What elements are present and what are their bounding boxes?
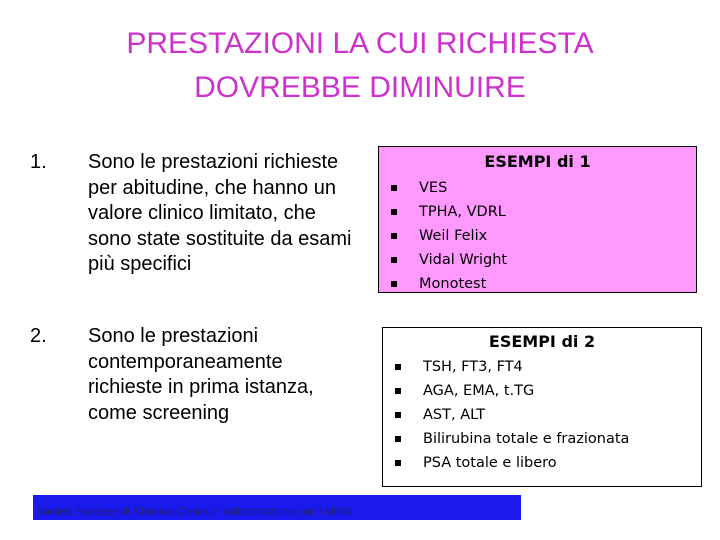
list-item — [395, 379, 629, 403]
list-item-text: Monotest — [419, 276, 487, 292]
square-bullet-icon — [391, 257, 397, 263]
examples-1-box — [378, 146, 697, 293]
point-1 — [30, 150, 360, 278]
examples-1-list — [391, 176, 507, 296]
list-item — [391, 224, 507, 248]
square-bullet-icon — [395, 364, 401, 370]
list-item-text: Bilirubina totale e frazionata — [423, 431, 630, 447]
list-item-text: TSH, FT3, FT4 — [423, 359, 523, 375]
slide-title — [60, 22, 660, 110]
list-item — [391, 272, 507, 296]
square-bullet-icon — [391, 281, 397, 287]
list-item-text: Weil Felix — [419, 228, 488, 244]
square-bullet-icon — [395, 460, 401, 466]
list-item-text: AST, ALT — [423, 407, 486, 423]
list-item-text: Vidal Wright — [419, 252, 508, 268]
point-1-text: Sono le prestazioni richieste per abitudine, che hanno un valore clinico limitato, che sono state sostituite da esami più specifici — [88, 151, 352, 275]
title-line-1: PRESTAZIONI LA CUI RICHIESTA — [126, 27, 594, 60]
square-bullet-icon — [391, 185, 397, 191]
square-bullet-icon — [395, 436, 401, 442]
square-bullet-icon — [395, 412, 401, 418]
square-bullet-icon — [391, 233, 397, 239]
list-item — [391, 248, 507, 272]
list-item — [395, 355, 629, 379]
list-item-text: AGA, EMA, t.TG — [423, 383, 535, 399]
list-item — [391, 176, 507, 200]
examples-1-title: ESEMPI di 1 — [484, 152, 591, 171]
list-item — [395, 427, 629, 451]
square-bullet-icon — [391, 209, 397, 215]
square-bullet-icon — [395, 388, 401, 394]
footer-banner: Società Svedese di Chimica Clinica in collaborazione con I MMG — [33, 495, 521, 520]
examples-2-box — [382, 327, 702, 487]
list-item — [391, 200, 507, 224]
list-item — [395, 451, 629, 475]
examples-2-title: ESEMPI di 2 — [488, 332, 596, 351]
point-2-text: Sono le prestazioni contemporaneamente richieste in prima istanza, come screening — [88, 325, 314, 424]
examples-2-list — [395, 355, 629, 475]
list-item — [395, 403, 629, 427]
point-2-number: 2. — [30, 325, 47, 347]
list-item-text: TPHA, VDRL — [419, 204, 506, 220]
list-item-text: VES — [419, 180, 448, 196]
point-1-number: 1. — [30, 151, 47, 173]
point-2 — [30, 324, 360, 426]
title-line-2: DOVREBBE DIMINUIRE — [194, 71, 526, 104]
list-item-text: PSA totale e libero — [423, 455, 557, 471]
